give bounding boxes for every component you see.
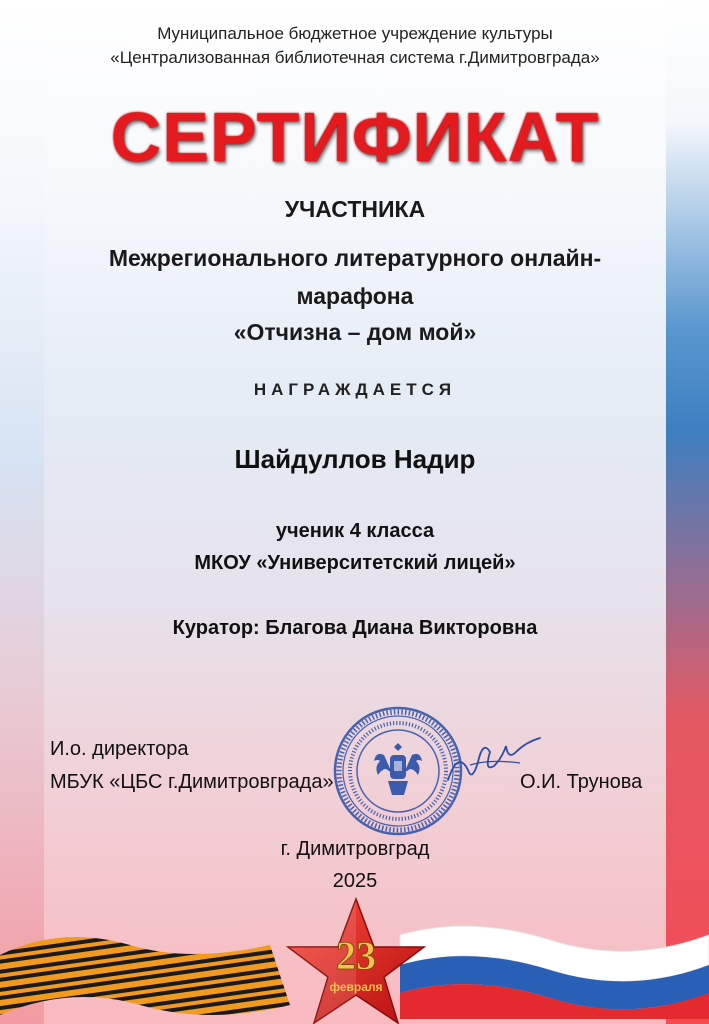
event-name-line-2: марафона [296,283,414,309]
year: 2025 [332,870,378,892]
organization-line-1: Муниципальное бюджетное учреждение культуры [157,24,553,43]
signatory-organization: МБУК «ЦБС г.Димитровграда» [50,771,334,793]
signatory-role: И.о. директора [50,738,189,760]
organization-line-2: «Централизованная библиотечная система г.Димитровграда» [110,48,600,67]
emblem-number: 23 [336,933,376,978]
awarded-label: НАГРАЖДАЕТСЯ [253,380,457,399]
recipient-school: МКОУ «Университетский лицей» [194,552,516,574]
st-george-ribbon [0,937,290,1015]
emblem-month: февраля [329,980,383,994]
russian-flag-icon [400,926,709,1019]
right-flag-strip [666,0,709,1024]
bottom-decoration [0,895,709,1024]
left-frame-strip [0,0,44,1024]
signatory-name: О.И. Трунова [520,771,643,793]
event-name-line-3: «Отчизна – дом мой» [233,319,477,345]
recipient-grade: ученик 4 класса [275,520,435,542]
city-name: г. Димитровград [280,838,430,860]
certificate-title: СЕРТИФИКАТ [110,98,600,176]
recipient-name: Шайдуллов Надир [234,444,476,474]
event-name-line-1: Межрегионального литературного онлайн- [108,245,602,271]
participant-heading: УЧАСТНИКА [284,196,426,222]
double-headed-eagle-icon [374,743,422,795]
curator-line: Куратор: Благова Диана Викторовна [172,617,538,639]
